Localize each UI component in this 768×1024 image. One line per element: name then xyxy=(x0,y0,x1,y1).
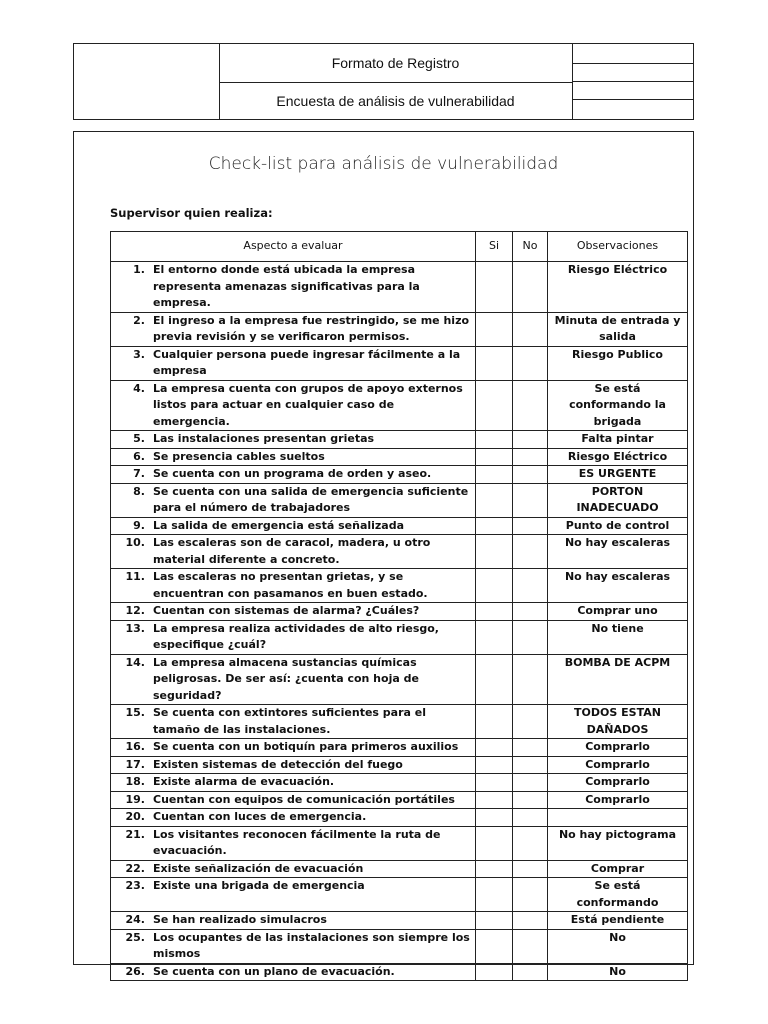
table-row xyxy=(111,860,688,878)
no-cell[interactable] xyxy=(513,963,548,981)
supervisor-label: Supervisor quien realiza: xyxy=(110,206,273,220)
observation-cell: No xyxy=(548,963,688,981)
si-cell[interactable] xyxy=(476,654,513,705)
table-row xyxy=(111,963,688,981)
item-number: 1. xyxy=(133,263,145,276)
no-cell[interactable] xyxy=(513,739,548,757)
item-number: 4. xyxy=(133,381,145,395)
item-number: 16. xyxy=(125,740,145,753)
item-text: Las escaleras no presentan grietas, y se encuentran con pasamanos en buen estado. xyxy=(153,570,428,600)
aspect-cell xyxy=(111,380,476,431)
item-number: 25. xyxy=(125,930,145,944)
si-cell[interactable] xyxy=(476,603,513,621)
checklist-table xyxy=(110,231,688,981)
si-cell[interactable] xyxy=(476,483,513,517)
item-number: 12. xyxy=(125,604,145,617)
aspect-cell xyxy=(111,431,476,449)
item-number: 23. xyxy=(125,879,145,892)
observation-cell: Comprarlo xyxy=(548,774,688,792)
item-number: 26. xyxy=(125,964,145,978)
aspect-cell xyxy=(111,739,476,757)
si-cell[interactable] xyxy=(476,739,513,757)
table-row xyxy=(111,466,688,484)
observation-cell: ES URGENTE xyxy=(548,466,688,484)
si-cell[interactable] xyxy=(476,448,513,466)
no-cell[interactable] xyxy=(513,809,548,827)
item-number: 3. xyxy=(133,347,145,361)
aspect-cell xyxy=(111,705,476,739)
table-row xyxy=(111,809,688,827)
item-text: Los visitantes reconocen fácilmente la ruta de evacuación. xyxy=(153,827,441,857)
table-row xyxy=(111,262,688,313)
aspect-cell xyxy=(111,603,476,621)
si-cell[interactable] xyxy=(476,535,513,569)
item-number: 11. xyxy=(125,570,145,583)
observation-cell: No tiene xyxy=(548,620,688,654)
item-text: La empresa realiza actividades de alto riesgo, especifique ¿cuál? xyxy=(153,621,439,651)
observation-cell: Se está conformando la brigada xyxy=(548,380,688,431)
table-row xyxy=(111,912,688,930)
item-text: Se cuenta con extintores suficientes para el tamaño de las instalaciones. xyxy=(153,706,427,736)
item-text: Cuentan con sistemas de alarma? ¿Cuáles? xyxy=(153,604,420,617)
table-row xyxy=(111,312,688,346)
item-text: Los ocupantes de las instalaciones son siempre los mismos xyxy=(153,930,470,960)
item-text: Existe señalización de evacuación xyxy=(153,861,364,875)
aspect-cell xyxy=(111,535,476,569)
si-cell[interactable] xyxy=(476,312,513,346)
item-number: 24. xyxy=(125,913,145,926)
no-cell[interactable] xyxy=(513,774,548,792)
table-row xyxy=(111,346,688,380)
aspect-cell xyxy=(111,346,476,380)
observation-cell: Punto de control xyxy=(548,517,688,535)
si-cell[interactable] xyxy=(476,262,513,313)
header-obs: Observaciones xyxy=(548,232,688,262)
page-title: Check-list para análisis de vulnerabilidad xyxy=(208,154,559,174)
observation-cell xyxy=(548,809,688,827)
aspect-cell xyxy=(111,791,476,809)
item-text: Se presencia cables sueltos xyxy=(153,449,325,463)
item-number: 21. xyxy=(125,827,145,841)
header-aspect: Aspecto a evaluar xyxy=(111,232,476,262)
aspect-cell xyxy=(111,569,476,603)
observation-cell: TODOS ESTAN DAÑADOS xyxy=(548,705,688,739)
no-cell[interactable] xyxy=(513,517,548,535)
no-cell[interactable] xyxy=(513,535,548,569)
item-number: 9. xyxy=(133,518,145,532)
item-text: El entorno donde está ubicada la empresa representa amenazas significativas para la empresa. xyxy=(153,263,420,309)
item-number: 17. xyxy=(125,757,145,771)
header-subtitle: Encuesta de análisis de vulnerabilidad xyxy=(276,93,515,109)
no-cell[interactable] xyxy=(513,878,548,912)
item-number: 20. xyxy=(125,810,145,823)
si-cell[interactable] xyxy=(476,826,513,860)
table-row xyxy=(111,431,688,449)
item-text: La empresa almacena sustancias químicas peligrosas. De ser así: ¿cuenta con hoja de seguridad? xyxy=(153,655,419,702)
observation-cell: Se está conformando xyxy=(548,878,688,912)
aspect-cell xyxy=(111,878,476,912)
observation-cell: No hay escaleras xyxy=(548,535,688,569)
observation-cell: Comprar xyxy=(548,860,688,878)
table-row xyxy=(111,774,688,792)
item-text: Se cuenta con un programa de orden y aseo. xyxy=(153,467,432,480)
table-row xyxy=(111,654,688,705)
item-number: 18. xyxy=(125,775,145,788)
no-cell[interactable] xyxy=(513,380,548,431)
item-number: 13. xyxy=(125,621,145,635)
si-cell[interactable] xyxy=(476,346,513,380)
item-text: Las instalaciones presentan grietas xyxy=(153,432,375,445)
si-cell[interactable] xyxy=(476,912,513,930)
item-number: 10. xyxy=(125,536,145,549)
item-text: Se han realizado simulacros xyxy=(153,913,327,926)
item-number: 19. xyxy=(125,792,145,806)
item-text: Las escaleras son de caracol, madera, u otro material diferente a concreto. xyxy=(153,536,431,566)
observation-cell: Comprarlo xyxy=(548,756,688,774)
header-title-block xyxy=(219,44,573,119)
si-cell[interactable] xyxy=(476,756,513,774)
table-row xyxy=(111,756,688,774)
item-text: Existen sistemas de detección del fuego xyxy=(153,757,403,771)
table-row xyxy=(111,739,688,757)
header-no: No xyxy=(513,232,548,262)
si-cell[interactable] xyxy=(476,860,513,878)
table-row xyxy=(111,929,688,963)
aspect-cell xyxy=(111,963,476,981)
si-cell[interactable] xyxy=(476,705,513,739)
no-cell[interactable] xyxy=(513,929,548,963)
si-cell[interactable] xyxy=(476,620,513,654)
si-cell[interactable] xyxy=(476,466,513,484)
item-number: 7. xyxy=(133,467,145,480)
aspect-cell xyxy=(111,929,476,963)
document-header xyxy=(73,43,694,120)
item-text: Existe alarma de evacuación. xyxy=(153,775,335,788)
aspect-cell xyxy=(111,620,476,654)
item-number: 6. xyxy=(133,449,145,463)
item-text: Cualquier persona puede ingresar fácilmente a la empresa xyxy=(153,347,461,377)
si-cell[interactable] xyxy=(476,517,513,535)
logo-cell xyxy=(74,44,220,119)
aspect-cell xyxy=(111,466,476,484)
no-cell[interactable] xyxy=(513,826,548,860)
aspect-cell xyxy=(111,517,476,535)
item-number: 22. xyxy=(125,861,145,875)
observation-cell: No xyxy=(548,929,688,963)
table-row xyxy=(111,791,688,809)
no-cell[interactable] xyxy=(513,466,548,484)
item-text: La empresa cuenta con grupos de apoyo externos listos para actuar en cualquier caso de emergencia. xyxy=(153,381,463,428)
item-text: Cuentan con luces de emergencia. xyxy=(153,810,367,823)
observation-cell: Riesgo Publico xyxy=(548,346,688,380)
item-number: 8. xyxy=(133,484,145,498)
aspect-cell xyxy=(111,654,476,705)
item-number: 2. xyxy=(133,313,145,327)
table-row xyxy=(111,603,688,621)
no-cell[interactable] xyxy=(513,705,548,739)
si-cell[interactable] xyxy=(476,878,513,912)
no-cell[interactable] xyxy=(513,620,548,654)
header-code-cell xyxy=(573,44,693,64)
header-si: Si xyxy=(476,232,513,262)
item-text: Existe una brigada de emergencia xyxy=(153,879,365,892)
no-cell[interactable] xyxy=(513,431,548,449)
aspect-cell xyxy=(111,912,476,930)
aspect-cell xyxy=(111,809,476,827)
table-row xyxy=(111,380,688,431)
observation-cell: Está pendiente xyxy=(548,912,688,930)
item-text: Se cuenta con un botiquín para primeros auxilios xyxy=(153,740,459,753)
table-row xyxy=(111,448,688,466)
aspect-cell xyxy=(111,774,476,792)
table-row xyxy=(111,705,688,739)
item-text: Cuentan con equipos de comunicación portátiles xyxy=(153,792,455,806)
aspect-cell xyxy=(111,826,476,860)
no-cell[interactable] xyxy=(513,912,548,930)
observation-cell: PORTON INADECUADO xyxy=(548,483,688,517)
si-cell[interactable] xyxy=(476,929,513,963)
observation-cell: Falta pintar xyxy=(548,431,688,449)
table-row xyxy=(111,517,688,535)
observation-cell: Comprarlo xyxy=(548,791,688,809)
no-cell[interactable] xyxy=(513,654,548,705)
no-cell[interactable] xyxy=(513,860,548,878)
observation-cell: Riesgo Eléctrico xyxy=(548,448,688,466)
observation-cell: Comprarlo xyxy=(548,739,688,757)
table-row xyxy=(111,878,688,912)
aspect-cell xyxy=(111,756,476,774)
header-title: Formato de Registro xyxy=(219,44,572,83)
aspect-cell xyxy=(111,860,476,878)
observation-cell: Minuta de entrada y salida xyxy=(548,312,688,346)
observation-cell: BOMBA DE ACPM xyxy=(548,654,688,705)
table-row xyxy=(111,620,688,654)
header-code-cell xyxy=(573,64,693,82)
table-row xyxy=(111,569,688,603)
aspect-cell xyxy=(111,483,476,517)
si-cell[interactable] xyxy=(476,809,513,827)
no-cell[interactable] xyxy=(513,346,548,380)
no-cell[interactable] xyxy=(513,483,548,517)
aspect-cell xyxy=(111,262,476,313)
item-text: El ingreso a la empresa fue restringido, se me hizo previa revisión y se verificaron permisos. xyxy=(153,313,470,343)
item-number: 14. xyxy=(125,655,145,669)
item-number: 15. xyxy=(125,706,145,719)
aspect-cell xyxy=(111,448,476,466)
table-row xyxy=(111,535,688,569)
item-number: 5. xyxy=(133,432,145,445)
observation-cell: No hay pictograma xyxy=(548,826,688,860)
item-text: Se cuenta con un plano de evacuación. xyxy=(153,964,395,978)
observation-cell: Comprar uno xyxy=(548,603,688,621)
header-code-cells xyxy=(573,44,693,119)
no-cell[interactable] xyxy=(513,756,548,774)
item-text: La salida de emergencia está señalizada xyxy=(153,518,405,532)
observation-cell: No hay escaleras xyxy=(548,569,688,603)
si-cell[interactable] xyxy=(476,963,513,981)
table-row xyxy=(111,483,688,517)
no-cell[interactable] xyxy=(513,448,548,466)
si-cell[interactable] xyxy=(476,569,513,603)
no-cell[interactable] xyxy=(513,603,548,621)
no-cell[interactable] xyxy=(513,791,548,809)
no-cell[interactable] xyxy=(513,569,548,603)
observation-cell: Riesgo Eléctrico xyxy=(548,262,688,313)
si-cell[interactable] xyxy=(476,774,513,792)
aspect-cell xyxy=(111,312,476,346)
item-text: Se cuenta con una salida de emergencia suficiente para el número de trabajadores xyxy=(153,484,469,514)
si-cell[interactable] xyxy=(476,791,513,809)
table-row xyxy=(111,826,688,860)
si-cell[interactable] xyxy=(476,431,513,449)
si-cell[interactable] xyxy=(476,380,513,431)
no-cell[interactable] xyxy=(513,312,548,346)
no-cell[interactable] xyxy=(513,262,548,313)
header-code-cell xyxy=(573,82,693,100)
table-header-row xyxy=(111,232,688,262)
